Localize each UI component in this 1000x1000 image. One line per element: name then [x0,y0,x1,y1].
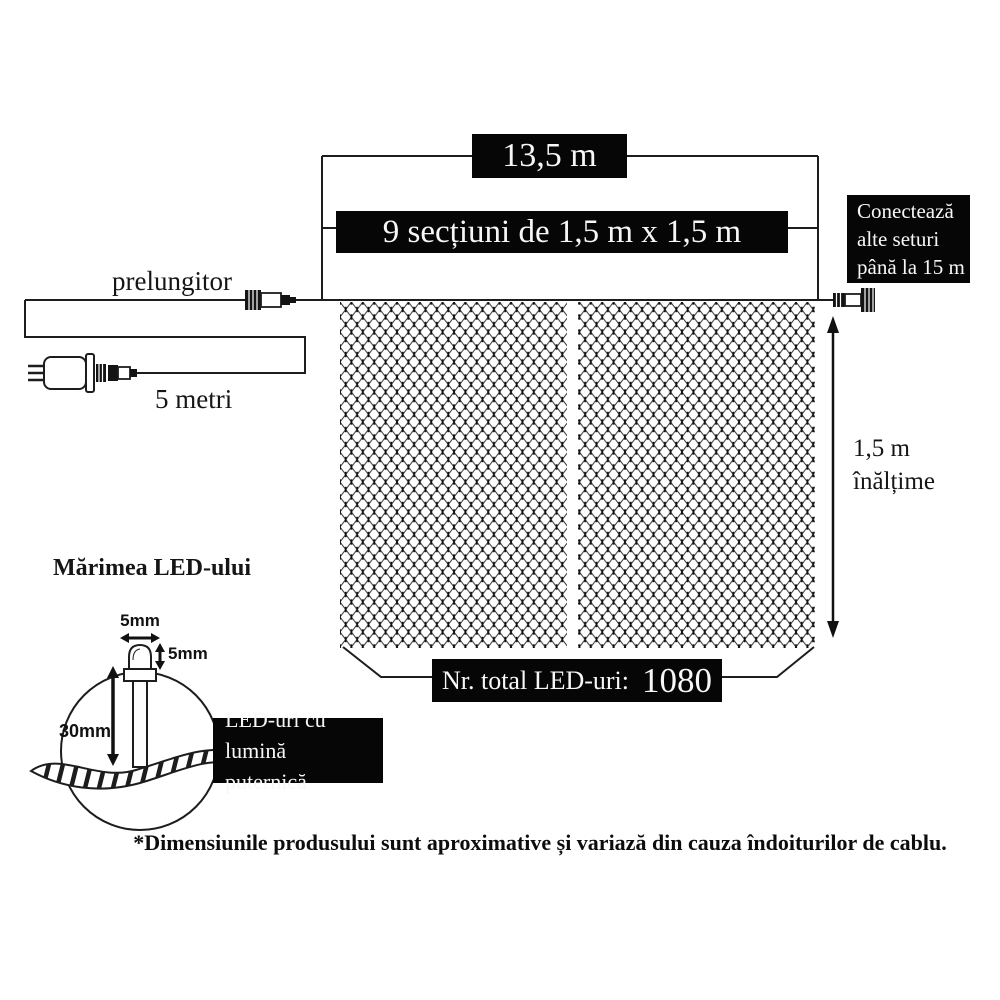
height-arrow [827,316,839,638]
sections-label: 9 secțiuni de 1,5 m x 1,5 m [336,211,788,253]
net-mesh [340,302,815,648]
net-height-value: 1,5 m [853,435,910,462]
connect-callout-line: până la 15 m [857,255,965,279]
led-head-arrow [155,643,165,670]
dimensions-footnote: *Dimensiunile produsului sunt aproximative și variază din cauza îndoiturilor de cablu. [133,830,947,855]
connect-callout-line: Conectează [857,199,954,223]
power-plug-icon [28,354,137,392]
bright-led-callout [213,707,383,794]
extension-length-label: 5 metri [155,384,233,414]
connect-callout-line: alte seturi [857,227,940,251]
led-total-value: 1080 [642,660,712,700]
led-head-height-label: 5mm [168,644,208,663]
led-body-arrow [107,666,119,766]
end-connector-icon [833,288,875,312]
top-width-label: 13,5 m [472,134,627,178]
led-width-label: 5mm [120,611,160,630]
led-width-arrow [120,633,160,643]
net-height-label [853,432,935,498]
led-total-box [432,659,722,702]
connect-other-sets-callout [847,195,970,283]
led-size-heading: Mărimea LED-ului [53,555,251,581]
led-bulb-icon [124,645,156,767]
extension-cord-label: prelungitor [112,266,232,296]
inline-connector-icon [245,290,296,310]
led-body-length-label: 30mm [59,721,112,741]
net-height-word: înălțime [853,468,935,495]
bright-led-callout-line: puternică [225,769,307,794]
bright-led-callout-line: LED-uri cu lumină [225,707,326,763]
led-total-label: Nr. total LED-uri: [441,665,629,695]
